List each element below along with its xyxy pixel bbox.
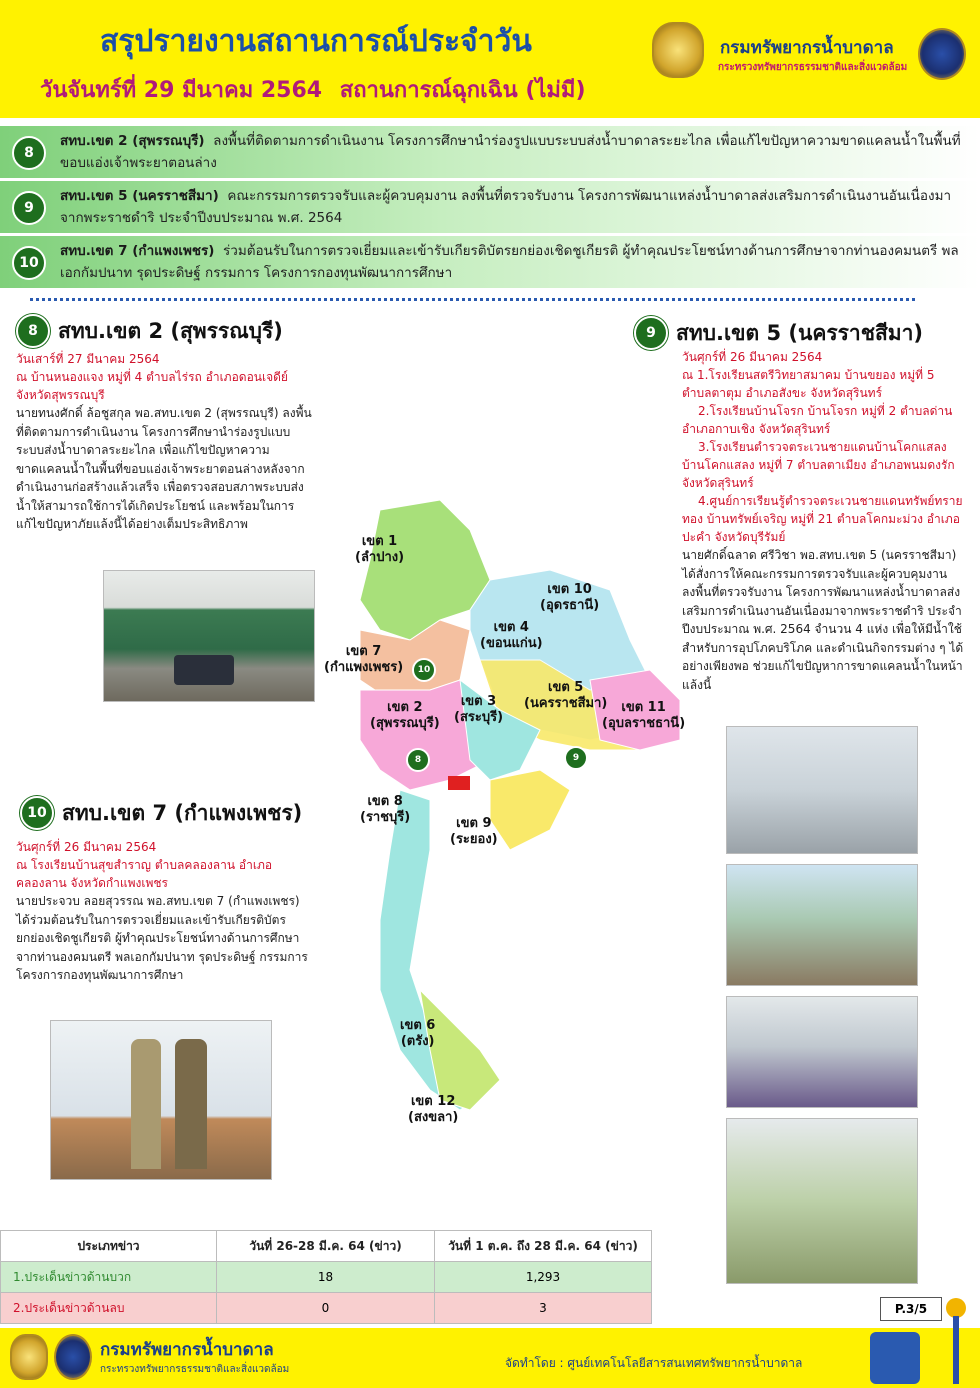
- map-label-zone-3: เขต 3 (สระบุรี): [454, 694, 504, 725]
- table-row: [1, 1293, 652, 1324]
- emergency-status: สถานการณ์ฉุกเฉิน (ไม่มี): [339, 78, 586, 103]
- footer-ministry-name: กระทรวงทรัพยากรธรรมชาติและสิ่งแวดล้อม: [100, 1364, 290, 1375]
- table-header: วันที่ 1 ต.ค. ถึง 28 มี.ค. 64 (ข่าว): [435, 1231, 652, 1262]
- map-label-zone-11: เขต 11 (อุบลราชธานี): [602, 700, 686, 731]
- map-label-zone-6: เขต 6 (ตรัง): [400, 1018, 436, 1049]
- footer-banner: [0, 1328, 980, 1388]
- summary-office: สทบ.เขต 2 (สุพรรณบุรี): [60, 133, 205, 149]
- footer-produced-by: จัดทำโดย : ศูนย์เทคโนโลยีสารสนเทศทรัพยากรน้ำบาดาล: [505, 1356, 803, 1370]
- summary-text: ลงพื้นที่ติดตามการดำเนินงาน โครงการศึกษานำร่องรูปแบบระบบส่งน้ำบาดาลระยะไกล เพื่อแก้ไขปัญหาความขาดแคลนน้ำในพื้นที่ขอบแอ่งเจ้าพระยาตอนล่าง: [60, 133, 961, 171]
- summary-number-badge: 9: [12, 191, 46, 225]
- summary-item: [0, 181, 980, 233]
- header-banner: [0, 0, 980, 118]
- department-seal-icon: [10, 1334, 48, 1380]
- section-place: ณ บ้านหนองแจง หมู่ที่ 4 ตำบลไร่รถ อำเภอดอนเจดีย์ จังหวัดสุพรรณบุรี: [16, 370, 288, 402]
- department-seal-icon: [652, 22, 704, 78]
- map-marker-10: 10: [412, 658, 436, 682]
- section-9-heading: [634, 316, 923, 350]
- water-tower-pole-icon: [953, 1316, 959, 1384]
- map-label-zone-4: เขต 4 (ขอนแก่น): [480, 620, 543, 651]
- section-9-photo-3: [726, 996, 918, 1108]
- summary-office: สทบ.เขต 7 (กำแพงเพชร): [60, 243, 215, 259]
- map-label-zone-2: เขต 2 (สุพรรณบุรี): [370, 700, 440, 731]
- header-ministry-name: กระทรวงทรัพยากรธรรมชาติและสิ่งแวดล้อม: [718, 62, 908, 73]
- section-date: วันศุกร์ที่ 26 มีนาคม 2564: [682, 350, 823, 364]
- water-tower-icon: [946, 1298, 966, 1318]
- summary-item: [0, 126, 980, 178]
- summary-text: ร่วมต้อนรับในการตรวจเยี่ยมและเข้ารับเกียรติบัตรยกย่องเชิดชูเกียรติ ผู้ทำคุณประโยชน์ทางด้านการศึกษาจากท่านองคมนตรี พลเอกกัมปนาท รุดประดิษฐ์ กรรมการ โครงการกองทุนพัฒนาการศึกษา: [60, 243, 959, 281]
- map-label-zone-9: เขต 9 (ระยอง): [450, 816, 498, 847]
- section-place-2: 2.โรงเรียนบ้านโจรก บ้านโจรก หมู่ที่ 2 ตำบลด่าน อำเภอกาบเชิง จังหวัดสุรินทร์: [682, 404, 953, 436]
- map-marker-9: 9: [564, 746, 588, 770]
- section-number-badge: 10: [20, 796, 54, 830]
- section-date: วันศุกร์ที่ 26 มีนาคม 2564: [16, 840, 157, 854]
- map-label-zone-8: เขต 8 (ราชบุรี): [360, 794, 411, 825]
- section-place-3: 3.โรงเรียนตำรวจตระเวนชายแดนบ้านโคกแสลง บ้านโคกแสลง หมู่ที่ 7 ตำบลตาเมียง อำเภอพนมดงรัก จังหวัดสุรินทร์: [682, 440, 955, 490]
- table-cell-label: 1.ประเด็นข่าวด้านบวก: [1, 1262, 217, 1293]
- table-cell-label: 2.ประเด็นข่าวด้านลบ: [1, 1293, 217, 1324]
- summary-text: คณะกรรมการตรวจรับและผู้ควบคุมงาน ลงพื้นที่ตรวจรับงาน โครงการพัฒนาแหล่งน้ำบาดาลส่งเสริมการดำเนินงานอันเนื่องมาจากพระราชดำริ ประจำปีงบประมาณ พ.ศ. 2564: [60, 188, 952, 226]
- section-place-4: 4.ศูนย์การเรียนรู้ตำรวจตระเวนชายแดนทรัพย์ทรายทอง บ้านทรัพย์เจริญ หมู่ที่ 21 ตำบลโคกมะม่วง อำเภอปะคำ จังหวัดบุรีรัมย์: [682, 494, 963, 544]
- section-9-photo-4: [726, 1118, 918, 1284]
- section-8-photo: [103, 570, 315, 702]
- section-9-photo-2: [726, 864, 918, 986]
- summary-item: [0, 236, 980, 288]
- map-label-zone-12: เขต 12 (สงขลา): [408, 1094, 459, 1125]
- table-cell-value: 3: [435, 1293, 652, 1324]
- section-body: นายทนงศักดิ์ ล้อชูสกุล พอ.สทบ.เขต 2 (สุพรรณบุรี) ลงพื้นที่ติดตามการดำเนินงาน โครงการศึกษานำร่องรูปแบบระบบส่งน้ำบาดาลระยะไกล เพื่อแก้ไขปัญหาความขาดแคลนน้ำในพื้นที่ขอบแอ่งเจ้าพระยาตอนล่างหลังจากดำเนินงานก่อสร้างแล้วเสร็จ เพื่อตรวจสอบสภาพระบบส่งน้ำให้สามารถใช้การได้เกิดประโยชน์ และพร้อมในการแก้ไขปัญหาภัยแล้งนี้ได้อย่างเต็มประสิทธิภาพ: [16, 406, 312, 531]
- table-row: [1, 1262, 652, 1293]
- summary-office: สทบ.เขต 5 (นครราชสีมา): [60, 188, 219, 204]
- section-title: สทบ.เขต 2 (สุพรรณบุรี): [58, 318, 283, 343]
- ministry-seal-icon: [918, 28, 966, 80]
- table-header: วันที่ 26-28 มี.ค. 64 (ข่าว): [217, 1231, 435, 1262]
- table-cell-value: 1,293: [435, 1262, 652, 1293]
- section-8-content: [16, 350, 316, 534]
- section-body: นายศักดิ์ฉลาด ศรีวิชา พอ.สทบ.เขต 5 (นครราชสีมา) ได้สั่งการให้คณะกรรมการตรวจรับและผู้ควบคุมงาน ลงพื้นที่ตรวจรับงาน โครงการพัฒนาแหล่งน้ำบาดาลส่งเสริมการดำเนินงานอันเนื่องมาจากพระราชดำริ ประจำปีงบประมาณ พ.ศ. 2564 จำนวน 4 แห่ง เพื่อให้มีน้ำใช้สำหรับการอุปโภคบริโภค และดำเนินกิจกรรมต่าง ๆ ได้อย่างเพียงพอ ช่วยแก้ไขปัญหาการขาดแคลนน้ำในหน้าแล้งนี้: [682, 548, 964, 692]
- section-place: ณ โรงเรียนบ้านสุขสำราญ ตำบลคลองลาน อำเภอคลองลาน จังหวัดกำแพงเพชร: [16, 858, 273, 890]
- thailand-zone-map: [320, 490, 700, 1140]
- report-title: สรุปรายงานสถานการณ์ประจำวัน: [100, 24, 532, 59]
- drilling-truck-icon: [870, 1332, 920, 1384]
- section-title: สทบ.เขต 5 (นครราชสีมา): [676, 320, 924, 345]
- header-org-name: กรมทรัพยากรน้ำบาดาล: [720, 38, 894, 58]
- report-date: วันจันทร์ที่ 29 มีนาคม 2564: [40, 78, 323, 103]
- map-label-zone-10: เขต 10 (อุดรธานี): [540, 582, 600, 613]
- section-10-photo: [50, 1020, 272, 1180]
- map-label-zone-1: เขต 1 (ลำปาง): [355, 534, 405, 565]
- section-title: สทบ.เขต 7 (กำแพงเพชร): [62, 800, 303, 825]
- page-number: P.3/5: [880, 1297, 942, 1321]
- news-stats-table: [0, 1230, 652, 1324]
- summary-number-badge: 8: [12, 136, 46, 170]
- map-label-zone-7: เขต 7 (กำแพงเพชร): [324, 644, 404, 675]
- section-9-content: [682, 348, 964, 694]
- section-number-badge: 8: [16, 314, 50, 348]
- section-date: วันเสาร์ที่ 27 มีนาคม 2564: [16, 352, 160, 366]
- table-cell-value: 18: [217, 1262, 435, 1293]
- table-header: ประเภทข่าว: [1, 1231, 217, 1262]
- table-cell-value: 0: [217, 1293, 435, 1324]
- section-place-1: ณ 1.โรงเรียนสตรีวิทยาสมาคม บ้านขยอง หมู่ที่ 5 ตำบลตาตุม อำเภอสังขะ จังหวัดสุรินทร์: [682, 368, 935, 400]
- section-9-photo-1: [726, 726, 918, 854]
- summary-number-badge: 10: [12, 246, 46, 280]
- section-body: นายประจวบ ลอยสุวรรณ พอ.สทบ.เขต 7 (กำแพงเพชร) ได้ร่วมต้อนรับในการตรวจเยี่ยมและเข้ารับเกียรติบัตรยกย่องเชิดชูเกียรติ ผู้ทำคุณประโยชน์ทางด้านการศึกษาจากท่านองคมนตรี พลเอกกัมปนาท รุดประดิษฐ์ กรรมการ โครงการกองทุนพัฒนาการศึกษา: [16, 894, 308, 982]
- map-marker-8: 8: [406, 748, 430, 772]
- section-8-heading: [16, 314, 283, 348]
- section-divider: [30, 298, 915, 301]
- footer-org-name: กรมทรัพยากรน้ำบาดาล: [100, 1340, 274, 1360]
- section-number-badge: 9: [634, 316, 668, 350]
- section-10-heading: [20, 796, 302, 830]
- ministry-seal-icon: [54, 1334, 92, 1380]
- section-10-content: [16, 838, 316, 985]
- map-label-zone-5: เขต 5 (นครราชสีมา): [524, 680, 608, 711]
- report-subtitle: [40, 72, 586, 107]
